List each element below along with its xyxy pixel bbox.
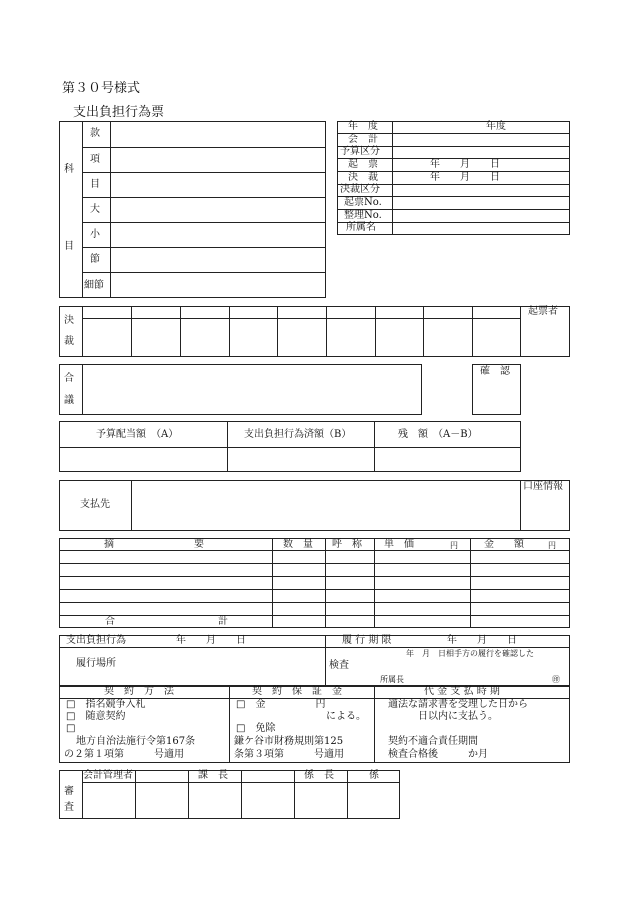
items-total-a: 合	[105, 616, 115, 627]
act-label: 支出負担行為	[66, 635, 126, 646]
info-label-kessai: 決 裁	[348, 172, 378, 183]
items-header-tanka-unit: 円	[450, 541, 458, 550]
kamoku-value-shou[interactable]	[111, 223, 325, 246]
kamoku-value-saisetsu[interactable]	[111, 273, 325, 297]
deposit-yoru: による。	[326, 711, 366, 722]
dept-head-label: 所属長	[380, 675, 404, 684]
kessai-label-1: 決	[64, 315, 74, 326]
info-value-kessai[interactable]: 年 月 日	[430, 172, 500, 183]
kamoku-value-moku[interactable]	[111, 173, 325, 196]
info-label-kaikei: 会 計	[348, 134, 378, 145]
form-title: 支出負担行為票	[73, 105, 165, 120]
budget-label-a: 予算配当額 （A）	[96, 429, 179, 440]
method-other-checkbox[interactable]: □	[66, 723, 76, 734]
items-total-b: 計	[218, 616, 228, 627]
kakunin-label: 確 認	[480, 366, 510, 377]
kamoku-value-kan[interactable]	[111, 122, 325, 146]
kamoku-label-kou: 項	[90, 154, 100, 165]
info-label-kihyo: 起 票	[348, 159, 378, 170]
deadline-date[interactable]: 年 月 日	[447, 635, 517, 646]
audit-label-2: 査	[64, 802, 74, 813]
info-value-nendo[interactable]: 年度	[486, 121, 506, 132]
seal-mark: ㊞	[552, 675, 560, 684]
deposit-rule-2: 条第３項第 号適用	[234, 749, 344, 760]
info-value-kihyo[interactable]: 年 月 日	[430, 159, 500, 170]
confirm-note: 年 月 日相手方の履行を確認した	[406, 649, 534, 658]
info-label-kessai-kubun: 決裁区分	[340, 184, 380, 195]
items-header-kingaku: 金 額	[484, 539, 524, 550]
audit-header-kakaricho: 係 長	[304, 770, 334, 781]
deadline-label: 履 行 期 限	[342, 635, 392, 646]
items-header-kosho: 呼 称	[332, 539, 362, 550]
contract-header-deposit: 契 約 保 証 金	[252, 686, 342, 697]
info-label-nendo: 年 度	[348, 121, 378, 132]
kensa-label: 検査	[329, 660, 349, 671]
info-label-kihyo-no: 起票No.	[344, 197, 382, 208]
payment-warranty-label: 契約不適合責任期間	[388, 736, 478, 747]
kamoku-label-kan: 款	[90, 128, 100, 139]
kamoku-value-setsu[interactable]	[111, 248, 325, 271]
gougi-label-1: 合	[64, 373, 74, 384]
kamoku-label-setsu: 節	[90, 254, 100, 265]
kamoku-side-top: 科	[64, 164, 74, 175]
kamoku-label-dai: 大	[90, 204, 100, 215]
items-header-tekiyo: 摘 要	[104, 539, 204, 550]
act-date[interactable]: 年 月 日	[176, 635, 246, 646]
payment-text-2: 日以内に支払う。	[418, 711, 498, 722]
method-private-contract[interactable]: □ 随意契約	[66, 711, 126, 722]
gougi-field[interactable]	[83, 365, 421, 414]
kessai-table	[59, 306, 570, 357]
payment-warranty-value: 検査合格後 か月	[388, 749, 488, 760]
method-law-ref-2: の２第１項第 号適用	[64, 749, 184, 760]
account-info-label: 口座情報	[523, 481, 563, 492]
drafter-label: 起票者	[528, 306, 558, 317]
deposit-exempt[interactable]: □ 免除	[236, 723, 276, 734]
method-law-ref-1: 地方自治法施行令第167条	[76, 736, 196, 747]
kessai-label-2: 裁	[64, 336, 74, 347]
audit-label-1: 審	[64, 786, 74, 797]
payee-label: 支払先	[80, 499, 110, 510]
contract-header-method: 契 約 方 法	[104, 686, 174, 697]
form-number: 第３０号様式	[62, 81, 141, 96]
kamoku-label-saisetsu: 細節	[84, 280, 104, 291]
audit-header-kacho: 課 長	[198, 770, 228, 781]
items-header-kingaku-unit: 円	[548, 541, 556, 550]
deposit-amount[interactable]: □ 金 円	[236, 699, 326, 710]
info-label-seiri-no: 整理No.	[344, 210, 382, 221]
kamoku-label-moku: 目	[90, 179, 100, 190]
budget-label-b: 支出負担行為済額（B）	[244, 429, 352, 440]
payment-text-1: 適法な請求書を受理した日から	[388, 699, 528, 710]
items-header-suryo: 数 量	[283, 539, 313, 550]
audit-header-kakari: 係	[369, 770, 379, 781]
deposit-rule-1: 鎌ケ谷市財務規則第125	[234, 736, 344, 747]
budget-label-c: 残 額 （A－B）	[398, 429, 478, 440]
items-header-tanka: 単 価	[384, 539, 414, 550]
gougi-label-2: 議	[64, 395, 74, 406]
method-designated-bid[interactable]: □ 指名競争入札	[66, 699, 146, 710]
kamoku-value-kou[interactable]	[111, 148, 325, 171]
payee-field[interactable]	[132, 481, 519, 530]
place-label: 履行場所	[76, 658, 116, 669]
contract-header-payment: 代 金 支 払 時 期	[424, 686, 500, 697]
audit-header-kaikei: 会計管理者	[83, 770, 133, 781]
kamoku-value-dai[interactable]	[111, 198, 325, 221]
info-label-yosan-kubun: 予算区分	[340, 146, 380, 157]
info-label-shozoku: 所属名	[346, 222, 376, 233]
kamoku-label-shou: 小	[90, 229, 100, 240]
kamoku-side-bottom: 目	[64, 241, 74, 252]
